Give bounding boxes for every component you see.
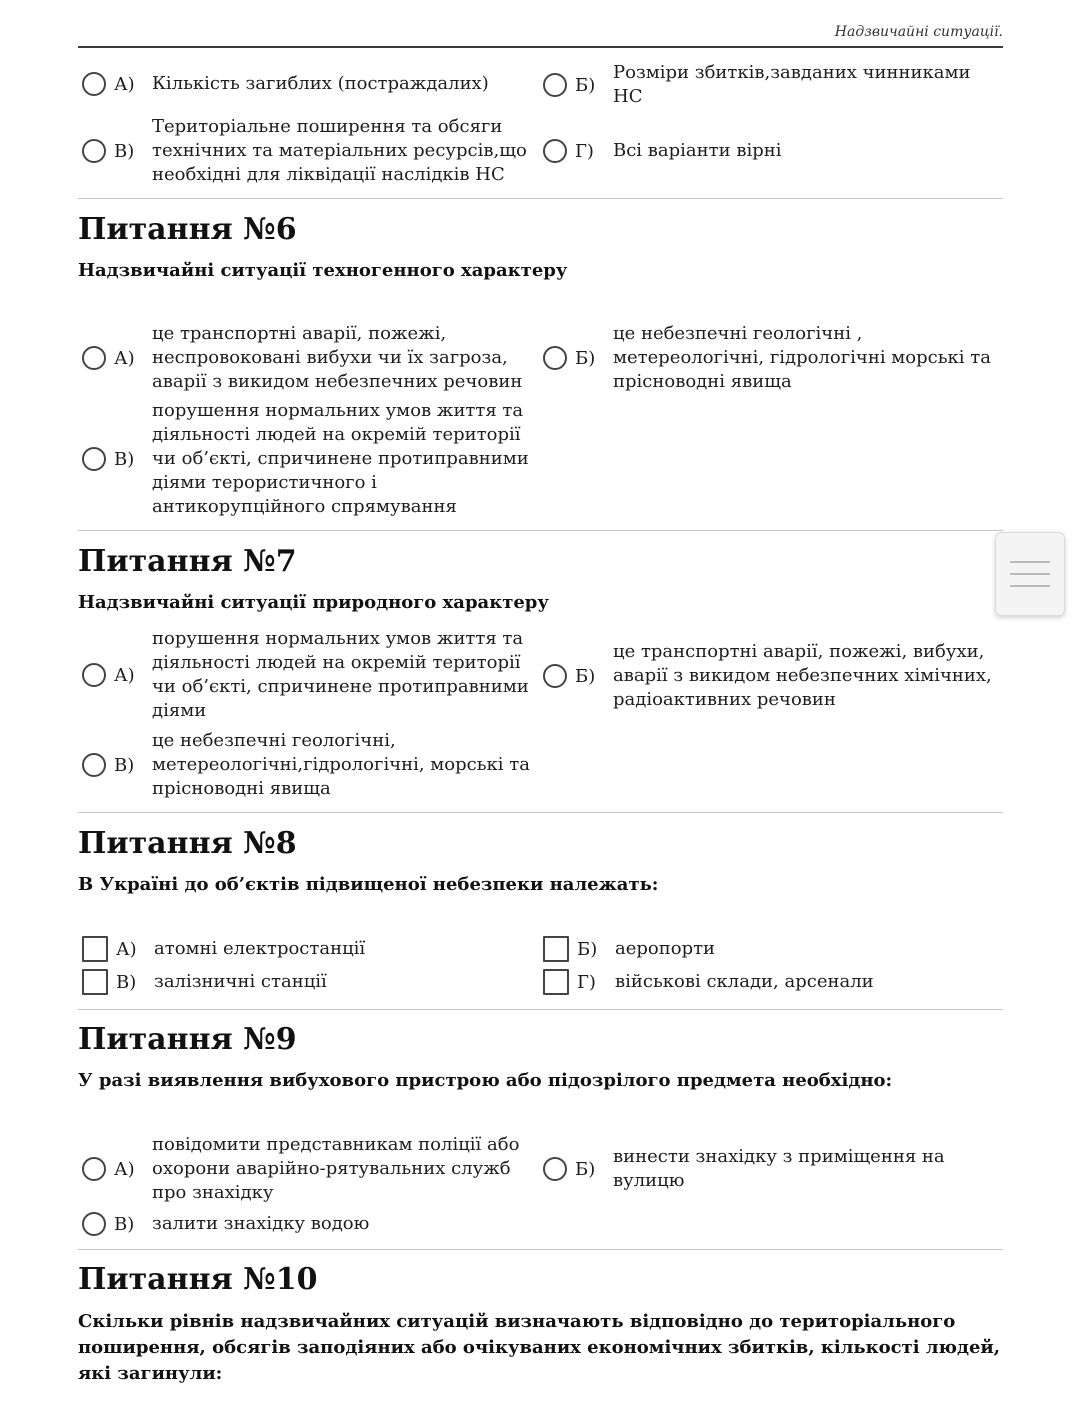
checkbox[interactable]	[543, 969, 569, 995]
checkbox[interactable]	[82, 936, 108, 962]
radio-button[interactable]	[82, 753, 106, 777]
checkbox[interactable]	[82, 969, 108, 995]
question-9-title: Питання №9	[78, 1022, 297, 1057]
q8-option-v[interactable]: В) залізничні станції	[82, 969, 534, 995]
radio-button[interactable]	[82, 72, 106, 96]
q8-option-a[interactable]: А) атомні електростанції	[82, 936, 534, 962]
question-7-text: Надзвичайні ситуації природного характеру	[78, 592, 549, 613]
checkbox[interactable]	[543, 936, 569, 962]
q7-option-b[interactable]: Б) це транспортні аварії, пожежі, вибухи, аварії з викидом небезпечних хімічних, радіоактивних речовин	[543, 640, 1013, 712]
q9-option-b[interactable]: Б) винести знахідку з приміщення на вулицю	[543, 1145, 953, 1193]
radio-button[interactable]	[543, 346, 567, 370]
q9-option-v[interactable]: В) залити знахідку водою	[82, 1212, 532, 1236]
separator	[78, 1009, 1003, 1010]
page-header: Надзвичайні ситуації.	[834, 24, 1003, 40]
question-8-title: Питання №8	[78, 826, 297, 861]
q7-option-v[interactable]: В) це небезпечні геологічні, метереологічні,гідрологічні, морські та прісноводні явища	[82, 729, 532, 801]
question-10-text: Скільки рівнів надзвичайних ситуацій визначають відповідно до територіального поширення, обсягів заподіяних або очікуваних економічних збитків, кількості людей, які загинули:	[78, 1311, 1001, 1384]
radio-button[interactable]	[82, 1157, 106, 1181]
q5-option-g[interactable]: Г) Всі варіанти вірні	[543, 139, 1013, 163]
question-7-title: Питання №7	[78, 544, 297, 579]
q8-option-b[interactable]: Б) аеропорти	[543, 936, 1015, 962]
question-8-text: В Україні до об’єктів підвищеної небезпеки належать:	[78, 874, 659, 895]
question-10-title: Питання №10	[78, 1262, 318, 1297]
q5-option-v[interactable]: В) Територіальне поширення та обсяги технічних та матеріальних ресурсів,що необхідні для ліквідації наслідків НС	[82, 115, 532, 187]
q5-option-b[interactable]: Б) Розміри збитків,завданих чинниками НС	[543, 61, 973, 109]
separator	[78, 198, 1003, 199]
q6-option-v[interactable]: В) порушення нормальних умов життя та діяльності людей на окремій території чи об’єкті, спричинене протиправними діями терористичного і антикорупційного спрямування	[82, 399, 532, 519]
menu-line	[1010, 585, 1050, 587]
radio-button[interactable]	[543, 139, 567, 163]
separator	[78, 530, 1003, 531]
q5-option-a[interactable]: А) Кількість загиблих (постраждалих)	[82, 72, 532, 96]
separator	[78, 812, 1003, 813]
radio-button[interactable]	[82, 447, 106, 471]
q7-option-a[interactable]: А) порушення нормальних умов життя та діяльності людей на окремій території чи об’єкті, спричинене протиправними діями	[82, 627, 532, 723]
hamburger-menu-icon[interactable]	[995, 532, 1065, 616]
radio-button[interactable]	[543, 664, 567, 688]
question-6-text: Надзвичайні ситуації техногенного характеру	[78, 260, 568, 281]
menu-line	[1010, 573, 1050, 575]
q6-option-b[interactable]: Б) це небезпечні геологічні , метереологічні, гідрологічні морські та прісноводні явища	[543, 322, 1013, 394]
q8-option-g[interactable]: Г) військові склади, арсенали	[543, 969, 1015, 995]
question-9-text: У разі виявлення вибухового пристрою або підозрілого предмета необхідно:	[78, 1070, 893, 1091]
radio-button[interactable]	[82, 1212, 106, 1236]
radio-button[interactable]	[82, 346, 106, 370]
header-rule	[78, 46, 1003, 48]
radio-button[interactable]	[82, 663, 106, 687]
q6-option-a[interactable]: А) це транспортні аварії, пожежі, неспровоковані вибухи чи їх загроза, аварії з викидом небезпечних речовин	[82, 322, 532, 394]
question-6-title: Питання №6	[78, 212, 297, 247]
radio-button[interactable]	[543, 1157, 567, 1181]
radio-button[interactable]	[543, 73, 567, 97]
radio-button[interactable]	[82, 139, 106, 163]
q9-option-a[interactable]: А) повідомити представникам поліції або охорони аварійно-рятувальних служб про знахідку	[82, 1133, 532, 1205]
separator	[78, 1249, 1003, 1250]
menu-line	[1010, 561, 1050, 563]
